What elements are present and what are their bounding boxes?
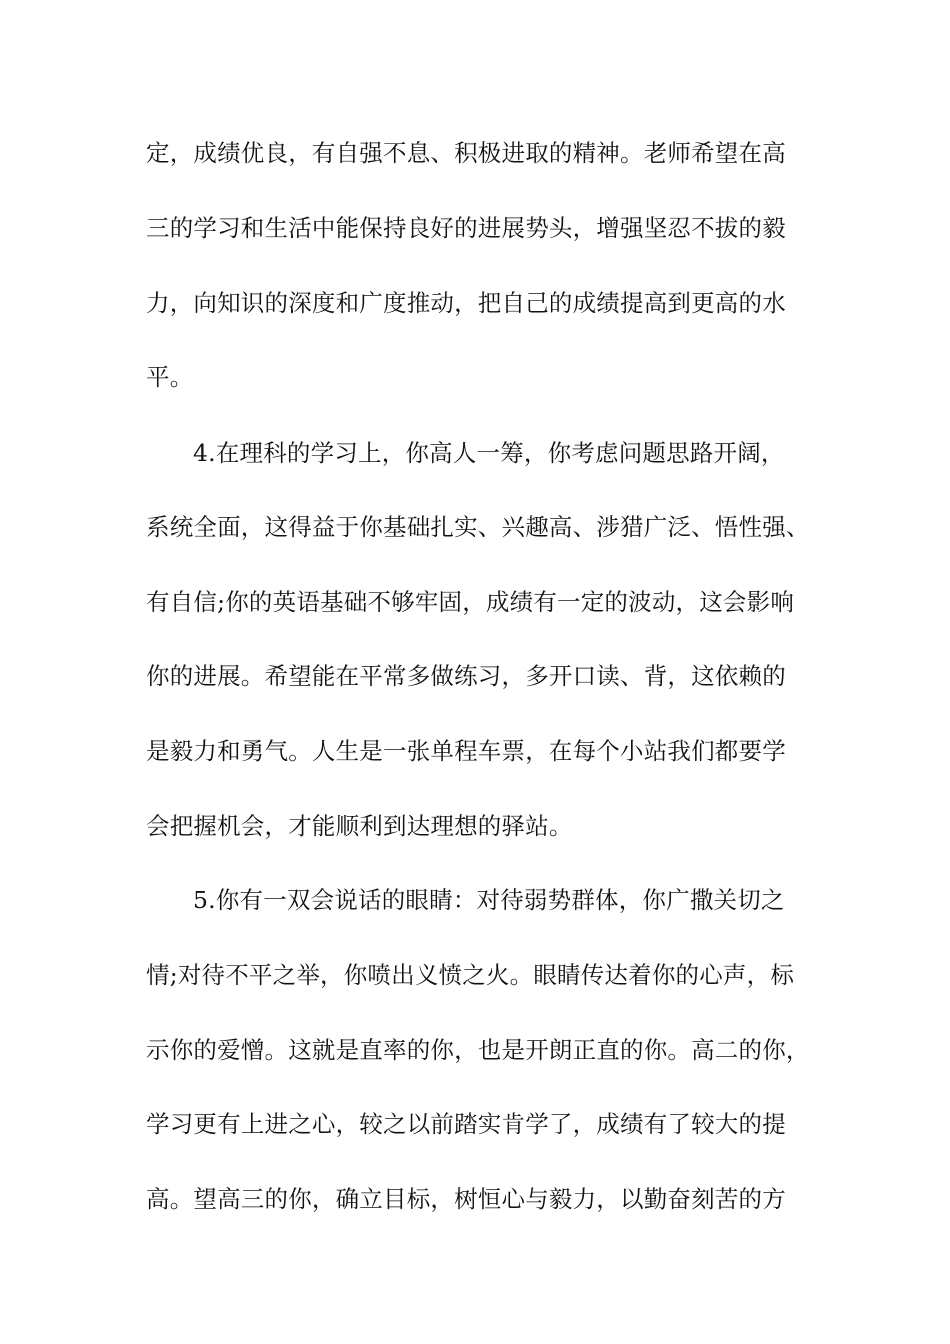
text-line: 力，向知识的深度和广度推动，把自己的成绩提高到更高的水 (146, 289, 786, 317)
text-line: 情;对待不平之举，你喷出义愤之火。眼睛传达着你的心声，标 (146, 961, 795, 989)
text-line: 高。望高三的你，确立目标，树恒心与毅力，以勤奋刻苦的方 (146, 1185, 786, 1213)
text-line: 定，成绩优良，有自强不息、积极进取的精神。老师希望在高 (146, 139, 786, 167)
text-line: 学习更有上进之心，较之以前踏实肯学了，成绩有了较大的提 (146, 1110, 786, 1138)
text-line: 示你的爱憎。这就是直率的你，也是开朗正直的你。高二的你， (146, 1036, 810, 1064)
text-line: 你的进展。希望能在平常多做练习，多开口读、背，这依赖的 (146, 662, 786, 690)
text-line: 平。 (146, 363, 194, 391)
text-line: 有自信;你的英语基础不够牢固，成绩有一定的波动，这会影响 (146, 588, 795, 616)
text-line: 会把握机会，才能顺利到达理想的驿站。 (146, 812, 573, 840)
text-line: 系统全面，这得益于你基础扎实、兴趣高、涉猎广泛、悟性强、 (146, 513, 810, 541)
paragraph-start-line: 4.在理科的学习上，你高人一筹，你考虑问题思路开阔， (193, 439, 785, 467)
paragraph-start-line: 5.你有一双会说话的眼睛：对待弱势群体，你广撒关切之 (193, 886, 785, 914)
text-line: 三的学习和生活中能保持良好的进展势头，增强坚忍不拔的毅 (146, 214, 786, 242)
text-line: 是毅力和勇气。人生是一张单程车票，在每个小站我们都要学 (146, 737, 786, 765)
